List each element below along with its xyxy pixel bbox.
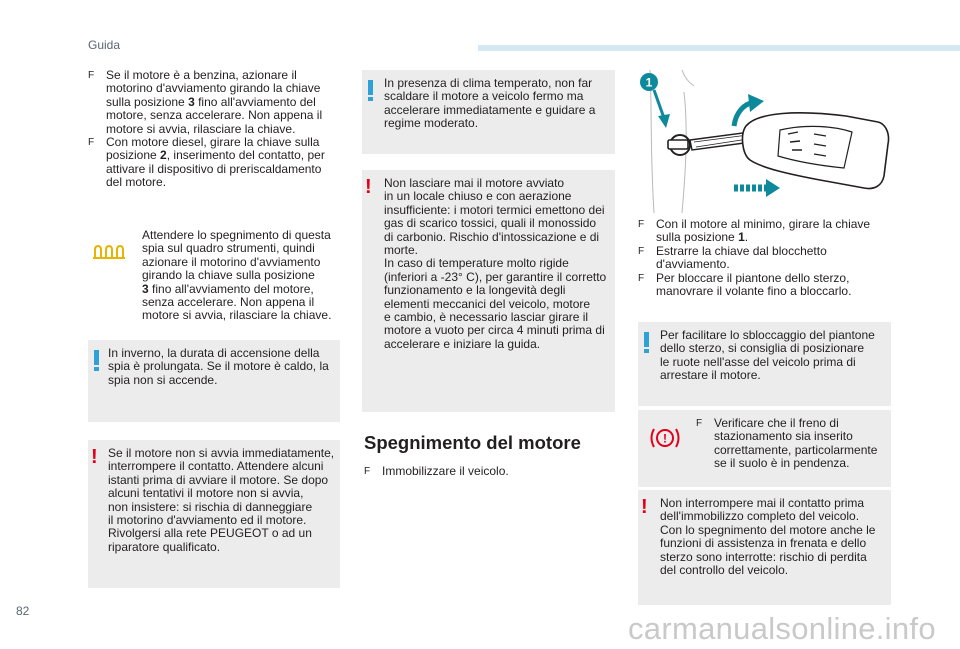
info-marker — [94, 350, 99, 365]
text-line: spia è prolungata. Se il motore è caldo, la — [108, 359, 329, 374]
text-line: funzioni di assistenza in frenata e dello — [660, 536, 867, 551]
warning-icon: ! — [365, 176, 372, 198]
bullet-text — [656, 245, 890, 272]
bullet-item — [696, 417, 886, 471]
bullet-item — [88, 136, 333, 190]
text-line: Con il motore al minimo, girare la chiave — [656, 217, 871, 231]
text-line: regime moderato. — [384, 116, 479, 131]
text-line: riparatore qualificato. — [108, 539, 221, 554]
svg-text:!: ! — [663, 431, 667, 446]
brake-warning-icon — [648, 426, 682, 455]
text-line: dello sterzo, si consiglia di posizionare — [660, 341, 865, 356]
climate-info-text — [384, 77, 612, 131]
bullet-marker: F — [638, 219, 645, 230]
ignition-off-warning-text — [660, 497, 888, 577]
step-number: 1 — [645, 75, 653, 90]
text-line: girando la chiave sulla posizione — [142, 268, 315, 283]
text-line: motore si avvia, rilasciare la chiave. — [142, 308, 332, 323]
text-line: Se il motore non si avvia immediatamente, — [108, 446, 335, 460]
col1-bullets — [88, 69, 333, 190]
key-fob — [743, 113, 889, 189]
text-line: il motorino d'avviamento ed il motore. — [108, 513, 307, 528]
text-line: correttamente, particolarmente — [714, 442, 878, 457]
parking-brake-box — [638, 410, 891, 487]
bullet-marker: F — [638, 272, 645, 284]
header-bar — [478, 45, 960, 51]
text-line: dell'immobilizzo completo del veicolo. — [660, 509, 860, 524]
text-line: Immobilizzare il veicolo. — [382, 464, 509, 478]
text-line: istanti prima di avviare il motore. Se dopo — [108, 472, 329, 487]
text-line: 3 fino all'avviamento del motore, — [142, 281, 314, 296]
text-line: alcuni tentativi il motore non si avvia, — [108, 486, 304, 501]
text-line: In caso di temperature molto rigide — [384, 256, 569, 271]
text-line: manovrare il volante fino a bloccarlo. — [656, 284, 852, 299]
bullet-item — [364, 465, 609, 478]
text-line: di carbonio. Rischio d'intossicazione e di — [384, 229, 600, 244]
text-line: interrompere il contatto. Attendere alcuni — [108, 459, 324, 474]
page-number: 82 — [16, 604, 30, 618]
text-line: morte. — [384, 243, 419, 258]
watermark: carmanualsonline.info — [628, 611, 936, 646]
text-line: spia sul quadro strumenti, quindi — [142, 241, 315, 256]
closed-room-warning-box — [362, 170, 615, 412]
text-line: del motore. — [106, 175, 167, 190]
text-line: funzionamento e la longevità degli — [384, 283, 566, 298]
text-line: Rivolgersi alla rete PEUGEOT o ad un — [108, 526, 312, 541]
bold-value: 3 — [188, 94, 195, 109]
text-line: Non interrompere mai il contatto prima — [660, 496, 865, 510]
preheat-note-text — [142, 229, 342, 323]
text-line: d'avviamento. — [656, 257, 730, 272]
bullet-text — [106, 136, 333, 190]
text-line: (inferiori a -23° C), per garantire il corretto — [384, 269, 607, 284]
text-line: Verificare che il freno di — [714, 416, 839, 430]
step-1-marker — [640, 73, 658, 91]
parking-brake-text — [696, 417, 886, 471]
text-line: azionare il motorino d'avviamento — [142, 254, 321, 269]
text-line: motorino d'avviamento girando la chiave — [106, 81, 321, 96]
header-label: Guida — [88, 38, 121, 52]
text-line: In presenza di clima temperato, non far — [384, 76, 593, 90]
info-marker — [644, 332, 649, 347]
col2-bullets — [364, 465, 609, 478]
no-start-warning-box — [88, 440, 340, 588]
bullet-text — [106, 69, 333, 136]
pointer-arrow — [654, 90, 670, 128]
bullet-item — [638, 245, 890, 272]
preheat-note — [88, 226, 343, 336]
text-line: insufficiente: i motori termici emettono dei — [384, 202, 605, 217]
bullet-text — [382, 465, 609, 478]
text-line: Estrarre la chiave dal blocchetto — [656, 243, 827, 258]
text-line: Per facilitare lo sbloccaggio del piantone — [660, 328, 875, 342]
text-line: scaldare il motore a veicolo fermo ma — [384, 89, 584, 104]
text-line: Non lasciare mai il motore avviato — [384, 176, 565, 190]
text-line: Attendere lo spegnimento di questa — [142, 228, 331, 242]
bullet-marker: F — [364, 466, 371, 477]
text-line: sulla posizione 1. — [656, 230, 749, 245]
bullet-marker: F — [638, 245, 645, 257]
text-line: e cambio, è necessario lasciar girare il — [384, 310, 589, 325]
text-line: senza accelerare. Non appena il — [142, 295, 315, 310]
bold-value: 2 — [160, 148, 167, 163]
text-line: le ruote nell'asse del veicolo prima di — [660, 354, 856, 369]
warning-icon: ! — [91, 446, 98, 468]
bullet-text — [656, 218, 890, 245]
text-line: sterzo sono interrotte: rischio di perdita — [660, 549, 867, 564]
text-line: motore a vuoto per circa 4 minuti prima di — [384, 323, 605, 338]
text-line: sulla posizione 3 fino all'avviamento del — [106, 94, 316, 109]
bullet-item — [88, 69, 333, 136]
text-line: Se il motore è a benzina, azionare il — [106, 68, 297, 82]
text-line: accelerare immediatamente e guidare a — [384, 102, 596, 117]
text-line: attivare il dispositivo di preriscaldamento — [106, 161, 322, 176]
warning-icon: ! — [641, 496, 648, 518]
winter-info-text — [108, 347, 336, 387]
text-line: in un locale chiuso e con aerazione — [384, 189, 572, 204]
col3-bullets — [638, 218, 890, 298]
text-line: non insistere: si rischia di danneggiare — [108, 499, 313, 514]
no-start-warning-text — [108, 447, 336, 554]
text-line: Per bloccare il piantone dello sterzo, — [656, 270, 850, 285]
text-line: Con motore diesel, girare la chiave sulla — [106, 135, 320, 150]
text-line: motore, senza accelerare. Non appena il — [106, 108, 323, 123]
bullet-text — [714, 417, 886, 471]
ignition-off-warning-box — [638, 490, 891, 605]
text-line: motore si avvia, rilasciare la chiave. — [106, 121, 296, 136]
bullet-marker: F — [696, 418, 703, 429]
text-line: gas di scarico tossici, quali il monossido — [384, 216, 597, 231]
text-line: del controllo del veicolo. — [660, 563, 789, 578]
closed-room-warning-text — [384, 177, 614, 351]
info-marker — [368, 80, 373, 95]
preheating-icon — [92, 244, 130, 265]
text-line: stazionamento sia inserito — [714, 429, 853, 444]
text-line: arrestare il motore. — [660, 368, 761, 383]
text-line: accelerare e iniziare la guida. — [384, 336, 541, 351]
bold-value: 3 — [142, 281, 149, 296]
bullet-marker: F — [88, 70, 95, 81]
text-line: Con lo spegnimento del motore anche le — [660, 522, 876, 537]
ignition-lock — [668, 135, 690, 155]
text-line: se il suolo è in pendenza. — [714, 456, 850, 471]
text-line: posizione 2, inserimento del contatto, per — [106, 148, 325, 163]
text-line: elementi meccanici del veicolo, motore — [384, 296, 591, 311]
bullet-item — [638, 272, 890, 299]
text-line: spia non si accende. — [108, 372, 218, 387]
key-figure — [638, 68, 890, 213]
bullet-item — [638, 218, 890, 245]
bullet-text — [656, 272, 890, 299]
text-line: In inverno, la durata di accensione della — [108, 346, 320, 360]
pull-out-arrow — [734, 179, 780, 197]
steering-info-box — [638, 322, 891, 406]
section-title: Spegnimento del motore — [364, 432, 581, 453]
steering-info-text — [660, 329, 888, 383]
climate-info-box — [362, 70, 615, 154]
bullet-marker: F — [88, 137, 95, 149]
bold-value: 1 — [738, 230, 745, 245]
winter-info-box — [88, 340, 340, 422]
